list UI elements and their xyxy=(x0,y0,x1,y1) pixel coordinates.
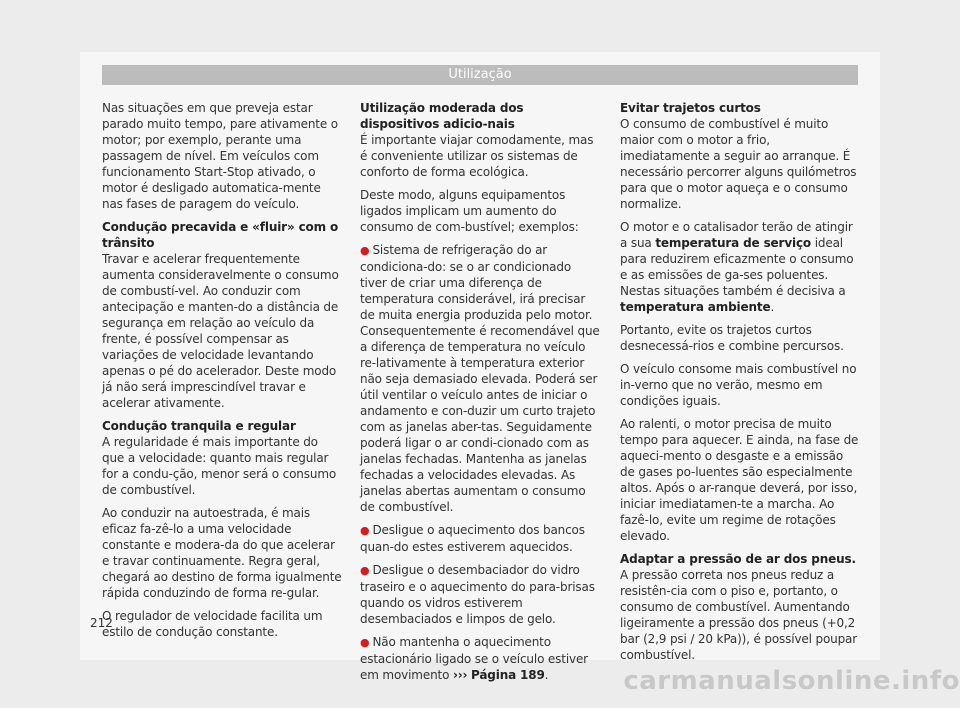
bullet-item: ● Não mantenha o aquecimento estacionário ligado se o veículo estiver em movimento ››› Página 189. xyxy=(360,635,588,682)
bullet-text: Desligue o aquecimento dos bancos quan-do estes estiverem aquecidos. xyxy=(360,523,585,554)
paragraph: O veículo consome mais combustível no in-verno que no verão, mesmo em condições iguais. xyxy=(620,362,857,408)
intro-paragraph: Nas situações em que preveja estar parado muito tempo, pare ativamente o motor; por exemplo, perante uma passagem de nível. Em veículos com funcionamento Start-Stop ativado, o motor é desligado automatica-mente nas fases de paragem do veículo. xyxy=(102,101,338,211)
column-3 xyxy=(620,100,860,670)
bullet-icon: ● xyxy=(360,524,370,537)
column-1 xyxy=(102,100,342,647)
bullet-item xyxy=(360,242,600,515)
bullet-item xyxy=(360,562,600,627)
paragraph: Travar e acelerar frequentemente aumenta consideravelmente o consumo de combustí-vel. Ao conduzir com antecipação e manten-do a distância de segurança em relação ao veículo da frente, é possível compensar as variações de velocidade levantando apenas o pé do acelerador. Deste modo já não será imprescindível travar e acelerar ativamente. xyxy=(102,252,339,410)
column-2 xyxy=(360,100,600,690)
bullet-icon: ● xyxy=(360,564,370,577)
paragraph: Ao conduzir na autoestrada, é mais eficaz fa-zê-lo a uma velocidade constante e modera-da do que acelerar e travar continuamente. Regra geral, chegará ao destino de forma igualmente rápida conduzindo de forma re-gular. xyxy=(102,506,342,600)
bullet-text: Não mantenha o aquecimento estacionário ligado se o veículo estiver em movimento xyxy=(360,635,588,682)
heading-additional-devices: Utilização moderada dos dispositivos adicio-nais xyxy=(360,101,524,131)
bullet-item xyxy=(360,522,600,555)
bullet-icon: ● xyxy=(360,636,370,649)
page-reference-arrow-icon: ››› xyxy=(452,668,468,682)
paragraph: A pressão correta nos pneus reduz a resistên-cia com o piso e, portanto, o consumo de combustível. Aumentando ligeiramente a pressão dos pneus (+0,2 bar (2,9 psi / 20 kPa)), é possível poupar combustível. xyxy=(620,568,858,662)
bullet-icon: ● xyxy=(360,244,370,257)
paragraph: Ao ralenti, o motor precisa de muito tempo para aquecer. E ainda, na fase de aqueci-mento o desgaste e a emissão de gases po-luentes são especialmente altos. Após o ar-ranque deverá, por isso, iniciar imediatamen-te a marcha. Ao fazê-lo, evite um regime de rotações elevado. xyxy=(620,417,859,543)
emphasis-ambient-temperature: temperatura ambiente xyxy=(620,300,771,314)
heading-short-trips: Evitar trajetos curtos xyxy=(620,101,761,115)
heading-anticipatory-driving: Condução precavida e «fluir» com o trânsito xyxy=(102,220,339,250)
paragraph: O motor e o catalisador terão de atingir a sua temperatura de serviço ideal para reduzirem eficazmente o consumo e as emissões de ga-ses poluentes. Nestas situações também é decisiva a temperatura ambiente. xyxy=(620,220,854,314)
paragraph: A regularidade é mais importante do que a velocidade: quanto mais regular for a condu-ção, menor será o consumo de combustível. xyxy=(102,435,337,497)
page-reference-link[interactable]: Página 189 xyxy=(471,668,545,682)
paragraph: Portanto, evite os trajetos curtos desnecessá-rios e combine percursos. xyxy=(620,323,844,353)
bullet-text: Sistema de refrigeração do ar condiciona-do: se o ar condicionado tiver de criar uma diferença de temperatura considerável, irá precisar de muita energia produzida pelo motor. Consequentemente é recomendável que a diferença de temperatura no veículo re-lativamente à temperatura exterior não seja demasiado elevada. Poderá ser útil ventilar o veículo antes de iniciar o andamento e con-duzir um curto trajeto com as janelas aber-tas. Seguidamente poderá ligar o ar condi-cionado com as janelas fechadas. Mantenha as janelas fechadas a velocidades elevadas. As janelas abertas aumentam o consumo de combustível. xyxy=(360,243,600,514)
paragraph: O consumo de combustível é muito maior com o motor a frio, imediatamente a seguir ao arranque. É necessário percorrer alguns quilómetros para que o motor aqueça e o consumo normalize. xyxy=(620,117,857,211)
page-number: 212 xyxy=(90,616,113,630)
heading-tyre-pressure: Adaptar a pressão de ar dos pneus. xyxy=(620,552,856,566)
watermark: carmanualsonline.info xyxy=(623,666,960,696)
paragraph: Deste modo, alguns equipamentos ligados implicam um aumento do consumo de com-bustível; exemplos: xyxy=(360,188,579,234)
section-header: Utilização xyxy=(102,65,858,85)
paragraph: O regulador de velocidade facilita um estilo de condução constante. xyxy=(102,609,323,639)
bullet-text: Desligue o desembaciador do vidro traseiro e o aquecimento do para-brisas quando os vidros estiverem desembaciados e limpos de gelo. xyxy=(360,563,595,626)
heading-smooth-driving: Condução tranquila e regular xyxy=(102,419,296,433)
paragraph: É importante viajar comodamente, mas é conveniente utilizar os sistemas de conforto de forma ecológica. xyxy=(360,133,594,179)
emphasis-operating-temperature: temperatura de serviço xyxy=(655,236,812,250)
